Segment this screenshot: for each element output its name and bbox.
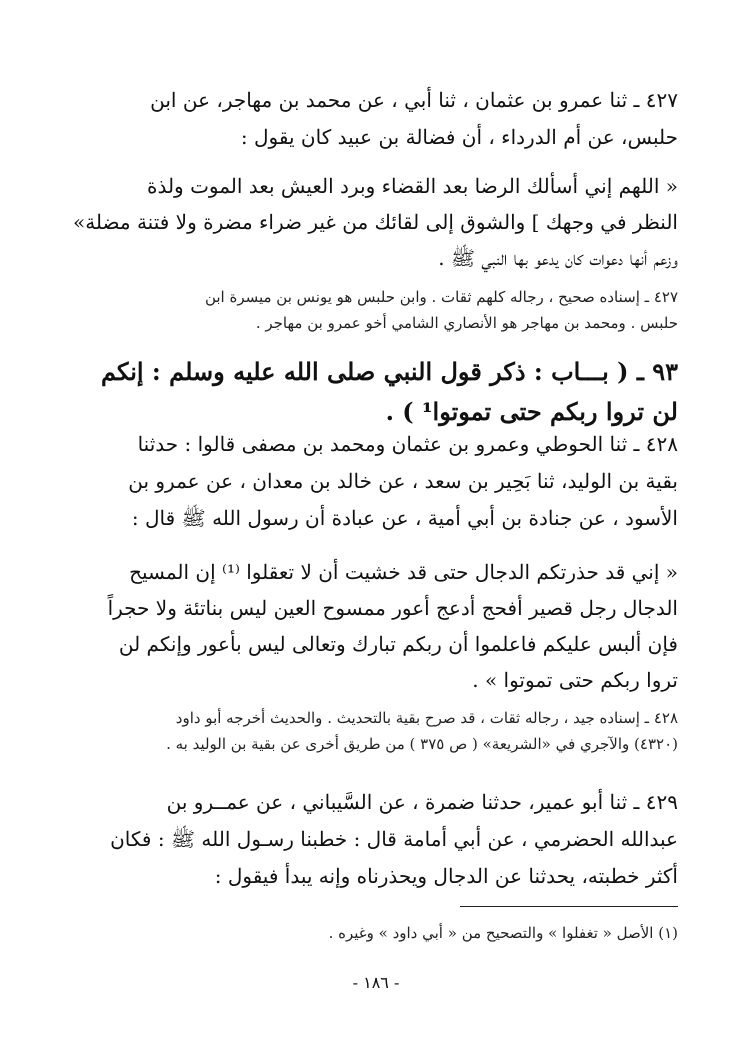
note-line: (٤٣٢٠) والآجري في «الشريعة» ( ص ٣٧٥ ) من طريق أخرى عن بقية بن الوليد به . [166,735,678,753]
text-line: بقية بن الوليد، ثنا بَحِير بن سعد ، عن خالد بن معدان ، عن عمرو بن [128,469,678,493]
note-line: ٤٢٨ ـ إسناده جيد ، رجاله ثقات ، قد صرح بقية بالتحديث . والحديث أخرجه أبو داود [175,709,678,727]
text-line: « اللهم إني أسألك الرضا بعد القضاء وبرد العيش بعد الموت ولذة [146,174,678,198]
text-line: « إني قد حذرتكم الدجال حتى قد خشيت أن لا تعقلوا ⁽¹⁾ إن المسيح [129,560,678,584]
heading-line: ٩٣ ـ ( بـــاب : ذكر قول النبي صلى الله عليه وسلم : إنكم [100,357,678,386]
hadith-427-chain [70,82,678,156]
hadith-428-text [70,554,678,698]
text-line: الدجال رجل قصير أفحج أدعج أعور ممسوح العين ليس بناتئة ولا حجراً [107,596,678,620]
page-number: - ١٨٦ - [352,973,400,992]
note-line: حلبس . ومحمد بن مهاجر هو الأنصاري الشامي أخو عمرو بن مهاجر . [255,314,678,332]
hadith-428-chain [70,426,678,537]
hadith-427-text [70,168,678,276]
hadith-427-note [70,284,678,336]
note-line: ٤٢٧ ـ إسناده صحيح ، رجاله كلهم ثقات . وابن حلبس هو يونس بن ميسرة ابن [204,288,678,306]
text-line: أكثر خطبته، يحدثنا عن الدجال ويحذرناه وإنه يبدأ فيقول : [214,864,678,888]
text-line: عبدالله الحضرمي ، عن أبي أمامة قال : خطبنا رسـول الله ﷺ : فكان [110,827,678,851]
text-line: ٤٢٩ ـ ثنا أبو عمير، حدثنا ضمرة ، عن السَّيباني ، عن عمــرو بن [166,790,678,814]
footnote [70,920,678,946]
heading-line: لن تروا ربكم حتى تموتوا¹ ) . [385,397,678,426]
text-line: حلبس، عن أم الدرداء ، أن فضالة بن عبيد كان يقول : [240,125,678,149]
hadith-428-note [70,705,678,757]
text-line: وزعم أنها دعوات كان يدعو بها النبي ﷺ . [438,246,678,270]
text-line: ٤٢٨ ـ ثنا الحوطي وعمرو بن عثمان ومحمد بن مصفى قالوا : حدثنا [137,432,678,456]
text-line: الأسود ، عن جنادة بن أبي أمية ، عن عبادة أن رسول الله ﷺ قال : [131,506,678,530]
text-line: فإن ألبس عليكم فاعلموا أن ربكم تبارك وتعالى ليس بأعور وإنكم لن [118,632,678,656]
footnote-divider [460,906,678,907]
footnote-line: (١) الأصل « تغفلوا » والتصحيح من « أبي داود » وغيره . [328,924,678,942]
chapter-93-heading [70,352,678,432]
text-line: تروا ربكم حتى تموتوا » . [472,668,678,692]
hadith-429-chain [70,784,678,895]
text-line: النظر في وجهك ] والشوق إلى لقائك من غير ضراء مضرة ولا فتنة مضلة» [72,210,678,234]
text-line: ٤٢٧ ـ ثنا عمرو بن عثمان ، ثنا أبي ، عن محمد بن مهاجر، عن ابن [150,88,678,112]
